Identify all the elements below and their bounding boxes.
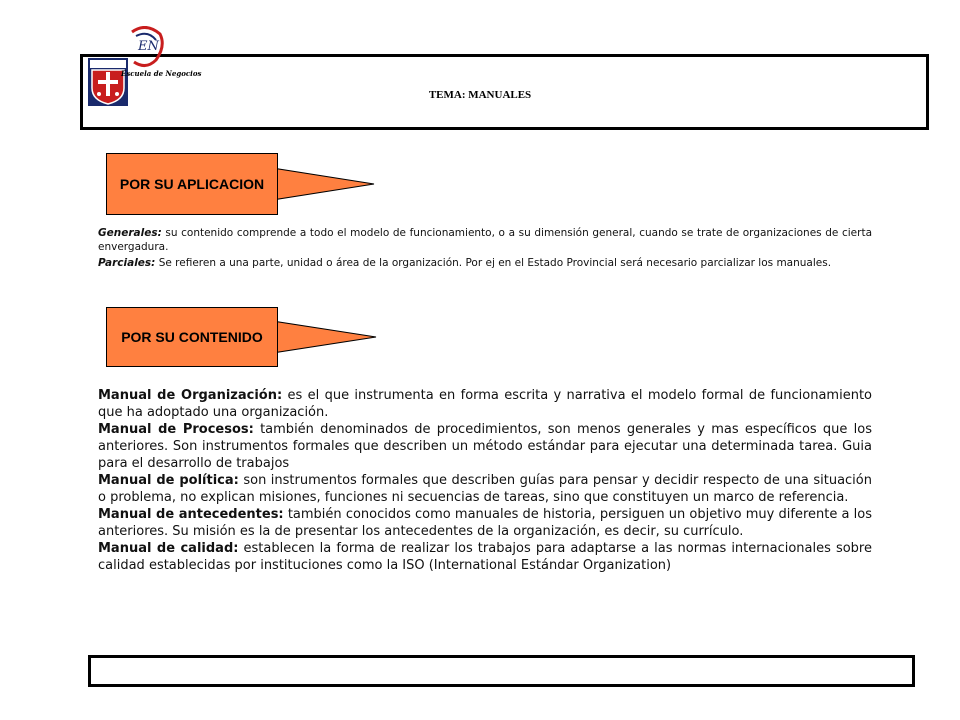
item-term: Manual de Organización:: [98, 388, 283, 403]
list-item: [98, 254, 872, 272]
svg-text:EN: EN: [138, 39, 159, 54]
item-term: Manual de antecedentes:: [98, 507, 284, 522]
section-heading: POR SU CONTENIDO: [106, 307, 278, 367]
list-item: [98, 387, 872, 421]
item-text: también denominados de procedimientos, son menos generales y mas específicos que los anteriores. Son instrumentos formales que describen un método estándar para ejecutar una determinada tarea. Guia para el desarrollo de trabajos: [98, 422, 872, 471]
section-heading: POR SU APLICACION: [106, 153, 278, 215]
item-term: Manual de calidad:: [98, 541, 239, 556]
arrow-shape: [266, 320, 378, 354]
aplicacion-text: [98, 226, 872, 272]
item-text: Se refieren a una parte, unidad o área de la organización. Por ej en el Estado Provincial será necesario parcializar los manuales.: [155, 257, 832, 269]
item-term: Generales:: [98, 227, 162, 239]
item-term: Parciales:: [98, 257, 156, 269]
list-item: [98, 540, 872, 574]
school-name: Escuela de Negocios: [121, 69, 202, 78]
item-text: son instrumentos formales que describen guías para pensar y decidir respecto de una situación o problema, no explican misiones, funciones ni secuencias de tareas, sino que constituyen un marco de referencia.: [98, 473, 872, 505]
list-item: [98, 226, 872, 254]
item-term: Manual de política:: [98, 473, 239, 488]
item-text: su contenido comprende a todo el modelo de funcionamiento, o a su dimensión general, cuando se trate de organizaciones de cierta envergadura.: [98, 227, 872, 253]
item-text: establecen la forma de realizar los trabajos para adaptarse a las normas internacionales sobre calidad establecidas por instituciones como la ISO (International Estándar Organization): [98, 541, 872, 573]
item-term: Manual de Procesos:: [98, 422, 254, 437]
arrow-shape: [266, 167, 376, 201]
list-item: [98, 421, 872, 472]
list-item: [98, 472, 872, 506]
page-title: TEMA: MANUALES: [428, 89, 532, 101]
item-text: es el que instrumenta en forma escrita y narrativa el modelo formal de funcionamiento que ha adoptado una organización.: [98, 388, 872, 420]
contenido-text: [98, 387, 872, 574]
list-item: [98, 506, 872, 540]
footer-frame: [88, 655, 915, 687]
item-text: también conocidos como manuales de historia, persiguen un objetivo muy diferente a los anteriores. Su misión es la de presentar los antecedentes de la organización, es decir, su currículo.: [98, 507, 872, 539]
em-monogram-logo: [126, 26, 166, 70]
